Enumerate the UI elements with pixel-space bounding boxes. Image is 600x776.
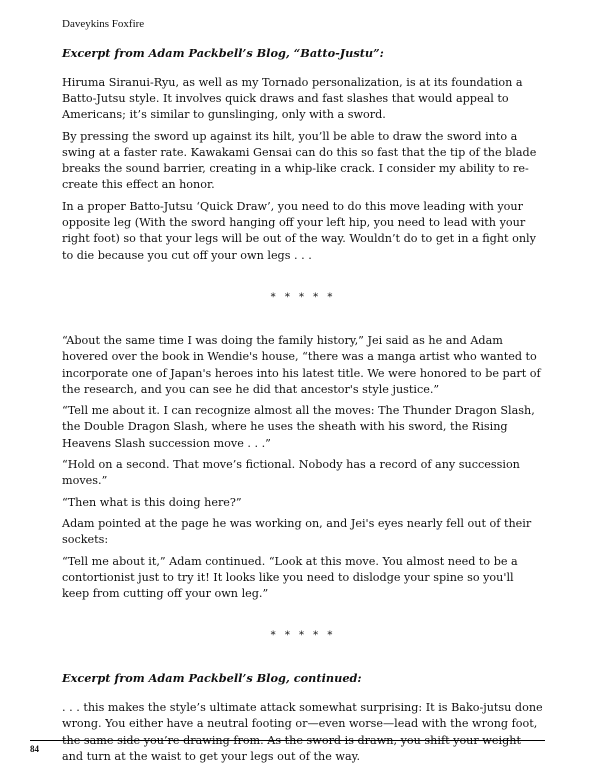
blog-excerpt-heading: Excerpt from Adam Packbell’s Blog, “Batto-Justu”: [62, 46, 384, 60]
scene-separator: * * * * * [270, 291, 336, 303]
story-paragraph: “Then what is this doing here?” [62, 495, 242, 509]
running-header-author: Daveykins Foxfire [62, 18, 145, 30]
blog-paragraph: Hiruma Siranui-Ryu, as well as my Tornado personalization, is at its foundation a Batto-Jutsu style. It involves quick draws and fast slashes that would appeal to Americans; it’s similar to gunslinging, only with a sword. [62, 75, 523, 122]
blog-paragraph: By pressing the sword up against its hilt, you’ll be able to draw the sword into a swing at a faster rate. Kawakami Gensai can do this so fast that the tip of the blade breaks the sound barrier, creating in a whip-like crack. I consider my ability to re-create this effect an honor. [62, 129, 537, 192]
story-paragraph: “About the same time I was doing the family history,” Jei said as he and Adam hovered over the book in Wendie's house, “there was a manga artist who wanted to incorporate one of Japan's heroes into his latest title. We were honored to be part of the research, and you can see he did that ancestor's style justice.” [62, 333, 541, 396]
page-body [62, 46, 544, 770]
footer-rule [30, 740, 545, 741]
story-paragraph: “Hold on a second. That move’s fictional. Nobody has a record of any succession moves.” [62, 458, 520, 488]
blog-paragraph: . . . this makes the style’s ultimate attack somewhat surprising: It is Bako-jutsu done wrong. You either have a neutral footing or—even worse—lead with the wrong foot, the same side you’re drawing from. As the sword is drawn, you shift your weight and turn at the waist to get your legs out of the way. [62, 701, 543, 763]
blog-paragraph: In a proper Batto-Jutsu ‘Quick Draw’, you need to do this move leading with your opposite leg (With the sword hanging off your left hip, you need to lead with your right foot) so that your legs will be out of the way. Wouldn’t do to get in a fight only to die because you cut off your own legs . . . [62, 199, 536, 262]
blog-continued-heading: Excerpt from Adam Packbell’s Blog, continued: [62, 671, 362, 686]
story-paragraph: Adam pointed at the page he was working on, and Jei's eyes nearly fell out of their sockets: [62, 516, 532, 547]
story-paragraph: “Tell me about it,” Adam continued. “Look at this move. You almost need to be a contortionist just to try it! It looks like you need to dislodge your spine so you'll keep from cutting off your own leg.” [62, 554, 518, 601]
page-number: 84 [30, 744, 39, 754]
story-paragraph: “Tell me about it. I can recognize almost all the moves: The Thunder Dragon Slash, the Double Dragon Slash, where he uses the sheath with his sword, the Rising Heavens Slash succession move . . .” [62, 404, 535, 450]
scene-separator: * * * * * [270, 630, 336, 642]
